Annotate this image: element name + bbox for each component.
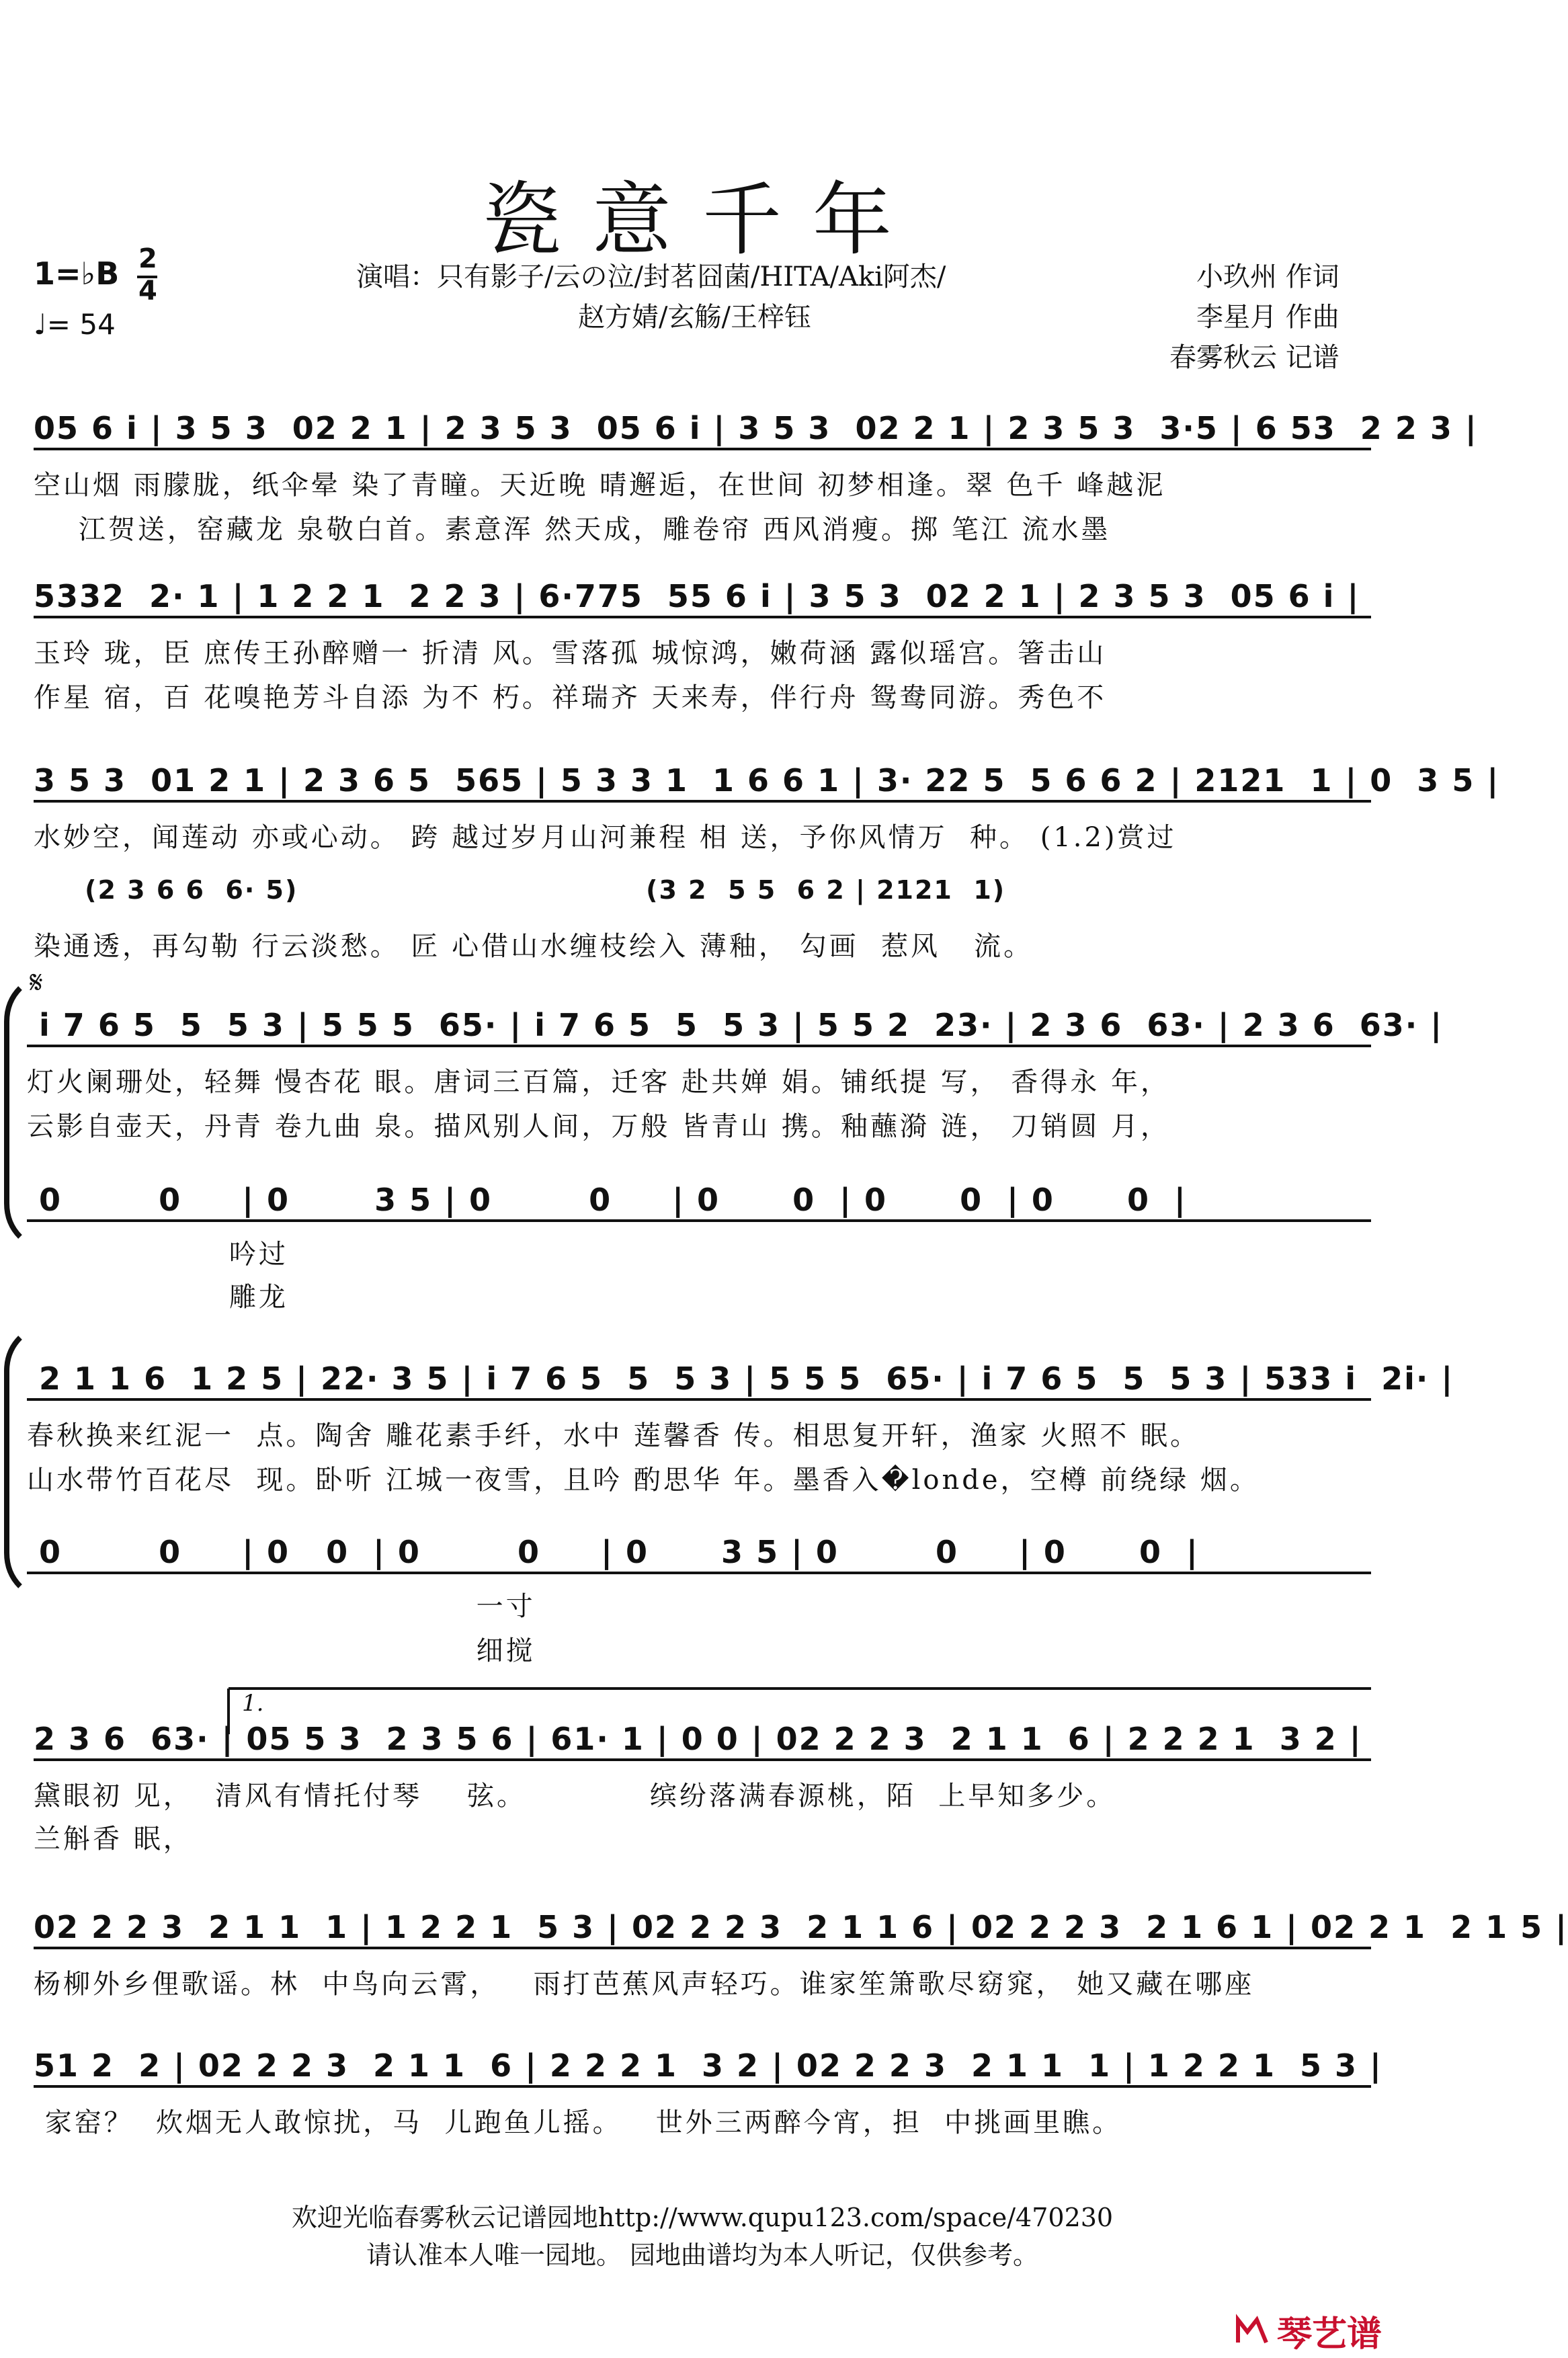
lyric-row-5-verse-1: 春秋换来红泥一 点。陶舍 雕花素手纤，水中 莲馨香 传。相思复开轩，渔家 火照不 眠。 [27, 1420, 1200, 1451]
singers-line-1: 演唱：只有影子/云の泣/封茗囧菌/HITA/Aki阿杰/ [356, 261, 946, 292]
lyric-row-5-harmony-2: 细搅 [27, 1635, 536, 1666]
notation-row-8: 51 2 2 | 02 2 2 3 2 1 1 6 | 2 2 2 1 3 2 | 02 2 2 3 2 1 1 1 | 1 2 2 1 5 3 | [34, 2047, 1383, 2084]
lyric-row-1-verse-2: 江贺送，窑藏龙 泉敬白首。素意浑 然天成，雕卷帘 西风消瘦。掷 笔江 流水墨 [34, 514, 1111, 545]
lyric-row-2-verse-1: 玉玲 珑，臣 庶传王孙醉赠一 折清 风。雪落孤 城惊鸿，嫩荷涵 露似瑶宫。箸击山 [34, 638, 1107, 669]
lyric-row-6-verse-2: 兰斛香 眠， [34, 1824, 193, 1855]
segno-sign: 𝄋 [30, 964, 43, 1000]
time-signature-top: 2 [138, 243, 157, 274]
key-signature: 1=♭B [34, 255, 120, 292]
notation-row-5-harmony: 0 0 | 0 0 | 0 0 | 0 3 5 | 0 0 | 0 0 | [27, 1534, 1199, 1570]
brand-logo [1234, 2306, 1382, 2356]
lyric-row-5-harmony-1: 一寸 [27, 1591, 536, 1622]
lyric-row-7: 杨柳外乡俚歌谣。林 中鸟向云霄， 雨打芭蕉风声轻巧。谁家笙箫歌尽窈窕， 她又藏在哪座 [34, 1969, 1255, 2000]
notation-row-4-melody: i 7 6 5 5 5 3 | 5 5 5 65· | i 7 6 5 5 5 3 | 5 5 2 23· | 2 3 6 63· | 2 3 6 63· | [27, 1007, 1444, 1043]
credit-lyricist: 小玖州 作词 [1196, 261, 1339, 292]
singers-line-2: 赵方婧/玄觞/王梓钰 [578, 302, 811, 333]
footer-line-1: 欢迎光临春雾秋云记谱园地http://www.qupu123.com/space/470230 [291, 2203, 1114, 2232]
credit-composer: 李星月 作曲 [1196, 302, 1339, 333]
lyric-row-6-verse-1: 黛眼初 见， 清风有情托付琴 弦。 缤纷落满春源桃，陌 上早知多少。 [34, 1781, 1116, 1812]
lyric-row-4-verse-1: 灯火阑珊处，轻舞 慢杏花 眼。唐词三百篇，迁客 赴共婵 娟。铺纸提 写， 香得永 年， [27, 1067, 1171, 1098]
lyric-row-4-harmony-2: 雕龙 [27, 1282, 288, 1313]
notation-row-7: 02 2 2 3 2 1 1 1 | 1 2 2 1 5 3 | 02 2 2 3 2 1 1 6 | 02 2 2 3 2 1 6 1 | 02 2 1 2 1 5 | [34, 1909, 1568, 1945]
notation-row-3: 3 5 3 01 2 1 | 2 3 6 5 565 | 5 3 3 1 1 6 6 1 | 3· 22 5 5 6 6 2 | 2121 1 | 0 3 5 | [34, 762, 1500, 799]
notation-row-3-alternate: (2 3 6 6 6· 5) (3 2 5 5 6 2 | 2121 1) [34, 875, 1006, 905]
notation-row-6: 2 3 6 63· | 05 5 3 2 3 5 6 | 61· 1 | 0 0 | 02 2 2 3 2 1 1 6 | 2 2 2 1 3 2 | [34, 1721, 1362, 1757]
lyric-row-4-harmony-1: 吟过 [27, 1239, 288, 1270]
lyric-row-2-verse-2: 作星 宿，百 花嗅艳芳斗自添 为不 朽。祥瑞齐 天来寿，伴行舟 鸳鸯同游。秀色不 [34, 682, 1107, 713]
brand-logo-text: 琴艺谱 [1276, 2314, 1382, 2355]
lyric-row-1-verse-1: 空山烟 雨朦胧，纸伞晕 染了青瞳。天近晚 晴邂逅，在世间 初梦相逢。翠 色千 峰越泥 [34, 470, 1166, 501]
volta-bracket-label: 1. [242, 1690, 264, 1717]
time-signature-bottom: 4 [138, 276, 157, 307]
notation-row-1: 05 6 i | 3 5 3 02 2 1 | 2 3 5 3 05 6 i | 3 5 3 02 2 1 | 2 3 5 3 3·5 | 6 53 2 2 3 | [34, 410, 1478, 446]
lyric-row-5-verse-2: 山水带竹百花尽 现。卧听 江城一夜雪，且吟 酌思华 年。墨香入�londe，空樽 前绕绿 烟。 [27, 1465, 1260, 1496]
lyric-row-4-verse-2: 云影自壶天，丹青 卷九曲 泉。描风别人间，万般 皆青山 携。釉蘸漪 涟， 刀销圆 月， [27, 1111, 1171, 1142]
page-title: 瓷意千年 [481, 173, 923, 266]
lyric-row-3: 水妙空，闻莲动 亦或心动。 跨 越过岁月山河兼程 相 送，予你风情万 种。 (1.2)赏过 [34, 822, 1177, 853]
lyric-row-8: 家窑？ 炊烟无人敢惊扰，马 儿跑鱼儿摇。 世外三两醉今宵，担 中挑画里瞧。 [34, 2107, 1122, 2138]
notation-row-4-harmony: 0 0 | 0 3 5 | 0 0 | 0 0 | 0 0 | 0 0 | [27, 1182, 1187, 1218]
lyric-row-3-alternate: 染通透，再勾勒 行云淡愁。 匠 心借山水缠枝绘入 薄釉， 勾画 惹风 流。 [34, 931, 1034, 962]
footer-line-2: 请认准本人唯一园地。 园地曲谱均为本人听记，仅供参考。 [366, 2240, 1039, 2270]
notation-row-2: 5332 2· 1 | 1 2 2 1 2 2 3 | 6·775 55 6 i | 3 5 3 02 2 1 | 2 3 5 3 05 6 i | [34, 578, 1360, 614]
brand-logo-icon [1234, 2313, 1270, 2349]
notation-row-5-melody: 2 1 1 6 1 2 5 | 22· 3 5 | i 7 6 5 5 5 3 | 5 5 5 65· | i 7 6 5 5 5 3 | 533 i 2i· | [27, 1360, 1454, 1397]
tempo-marking: ♩= 54 [34, 308, 116, 341]
credit-transcriber: 春雾秋云 记谱 [1169, 342, 1339, 373]
